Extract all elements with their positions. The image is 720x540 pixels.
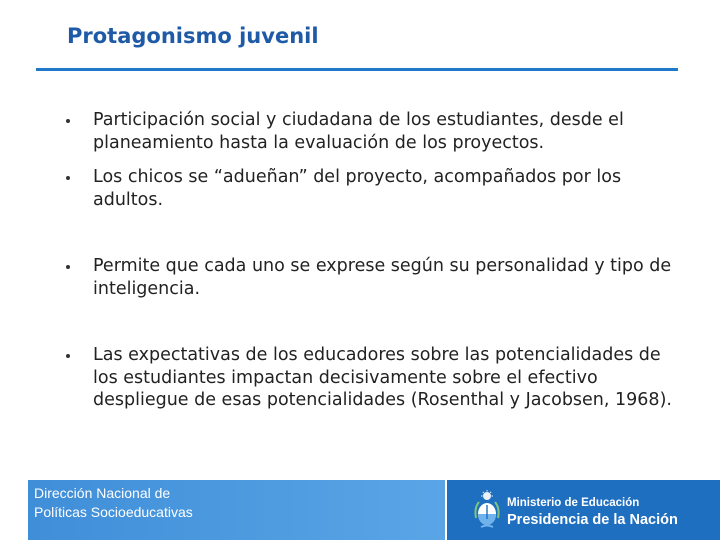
bullet-item — [93, 344, 673, 412]
bullet-dot — [66, 176, 70, 180]
footer-left-banner — [28, 480, 445, 540]
presidency-label: Presidencia de la Nación — [507, 512, 678, 528]
footer-left-line1: Dirección Nacional de — [34, 485, 171, 501]
bullet-text: Las expectativas de los educadores sobre las potencialidades de los estudiantes impactan decisivamente sobre el efectivo despliegue de esas potencialidades (Rosenthal y Jacobsen, 1968). — [93, 345, 672, 410]
bullet-text: Participación social y ciudadana de los estudiantes, desde el planeamiento hasta la evaluación de los proyectos. — [93, 110, 624, 153]
ministry-label: Ministerio de Educación — [507, 497, 640, 509]
bullet-text: Permite que cada uno se exprese según su personalidad y tipo de inteligencia. — [93, 256, 672, 299]
bullet-text: Los chicos se “adueñan” del proyecto, acompañados por los adultos. — [93, 167, 622, 210]
bullet-dot — [66, 119, 70, 123]
argentina-coat-of-arms-icon — [473, 490, 501, 530]
bullet-dot — [66, 265, 70, 269]
footer-left-line2: Políticas Socioeducativas — [34, 504, 193, 520]
bullet-item — [93, 255, 673, 300]
title-divider — [36, 68, 678, 71]
bullet-dot — [66, 354, 70, 358]
footer-right-banner — [447, 480, 720, 540]
bullet-item — [93, 109, 673, 154]
slide-title: Protagonismo juvenil — [67, 24, 319, 48]
bullet-item — [93, 166, 673, 211]
